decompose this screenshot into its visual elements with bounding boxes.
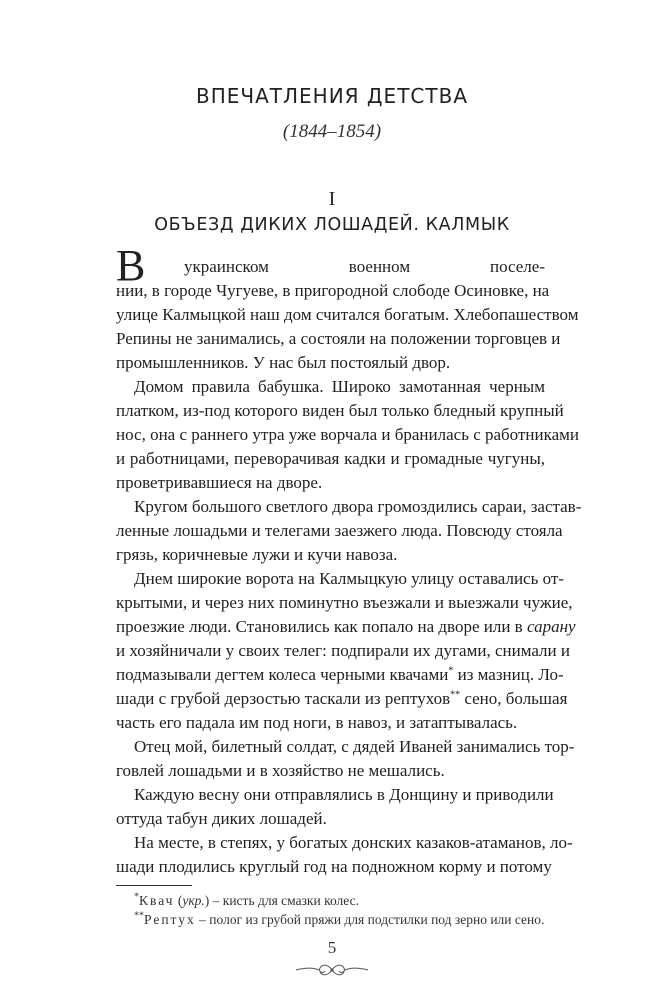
text-line: нос, она с раннего утра уже ворчала и бранилась с работниками <box>116 425 579 444</box>
footnote-mark: * <box>134 891 139 903</box>
text-line: украинском военном поселе- <box>184 257 545 276</box>
footnote-1: *Квач (укр.) – кисть для смазки колес. <box>134 891 359 908</box>
text-line: нии, в городе Чугуеве, в пригородной слободе Осиновке, на <box>116 281 550 300</box>
text-line: Днем широкие ворота на Калмыцкую улицу оставались от- <box>134 569 564 588</box>
page-number: 5 <box>327 938 337 957</box>
ornament-icon <box>288 962 376 978</box>
text-span: проезжие люди. Становились как попало на дворе или в <box>116 617 523 636</box>
text-line <box>116 663 564 687</box>
footnote-text: – кисть для смазки колес. <box>209 893 359 908</box>
text-line: ленные лошадьми и телегами заезжего люда. Повсюду стояла <box>116 521 563 540</box>
footnote-mark: ** <box>134 910 144 922</box>
text-line: грязь, коричневые лужи и кучи навоза. <box>116 545 398 564</box>
text-line: и работницами, переворачивая кадки и громадные чугуны, <box>116 449 545 468</box>
text-line: Каждую весну они отправлялись в Донщину и приводили <box>134 785 554 804</box>
italic-word: сарану <box>526 617 576 636</box>
text-line: крытыми, и через них поминутно въезжали и выезжали чужие, <box>116 593 573 612</box>
footnote-rule <box>116 885 192 886</box>
text-line: Домом правила бабушка. Широко замотанная черным <box>134 377 545 396</box>
footnote-lang: укр. <box>182 893 205 908</box>
text-span: сено, большая <box>464 689 568 708</box>
text-span: подмазывали дегтем колеса черными квачами <box>116 665 449 684</box>
text-span: шади с грубой дерзостью таскали из рептухов <box>116 689 451 708</box>
text-line: Репины не занимались, а состояли на положении торговцев и <box>116 329 561 348</box>
chapter-title: ОБЪЕЗД ДИКИХ ЛОШАДЕЙ. КАЛМЫК <box>154 215 510 235</box>
section-title: ВПЕЧАТЛЕНИЯ ДЕТСТВА <box>196 84 468 108</box>
text-line: Кругом большого светлого двора громоздились сараи, застав- <box>134 497 582 516</box>
footnote-ref: * <box>448 665 454 677</box>
footnote-2 <box>134 911 544 929</box>
text-line: улице Калмыцкой наш дом считался богатым. Хлебопашеством <box>116 305 579 324</box>
text-line: промышленников. У нас был постоялый двор. <box>116 353 451 372</box>
text-line: оттуда табун диких лошадей. <box>116 809 327 828</box>
text-line: шади плодились круглый год на подножном корму и потому <box>116 857 552 876</box>
drop-cap: В <box>116 241 146 290</box>
text-line: платком, из-под которого виден был только бледный крупный <box>116 401 564 420</box>
text-span: из мазниц. Ло- <box>457 665 564 684</box>
chapter-number: I <box>328 188 336 210</box>
text-line: Отец мой, билетный солдат, с дядей Иваней занимались тор- <box>134 737 575 756</box>
text-line: говлей лошадьми и в хозяйство не мешались. <box>116 761 445 780</box>
text-line: проветривавшиеся на дворе. <box>116 473 323 492</box>
text-line <box>116 687 568 711</box>
footnote-text: – полог из грубой пряжи для подстилки под зерно или сено. <box>195 912 545 927</box>
footnote-term: Квач <box>139 893 175 908</box>
text-line <box>116 615 576 639</box>
text-line: На месте, в степях, у богатых донских казаков-атаманов, ло- <box>134 833 573 852</box>
section-years: (1844–1854) <box>282 121 382 142</box>
footnote-ref: ** <box>450 689 461 701</box>
footnote-term: Рептух <box>144 912 196 927</box>
text-line: и хозяйничали у своих телег: подпирали их дугами, снимали и <box>116 641 570 660</box>
text-line: часть его падала им под ноги, в навоз, и затаптывалась. <box>116 713 518 732</box>
